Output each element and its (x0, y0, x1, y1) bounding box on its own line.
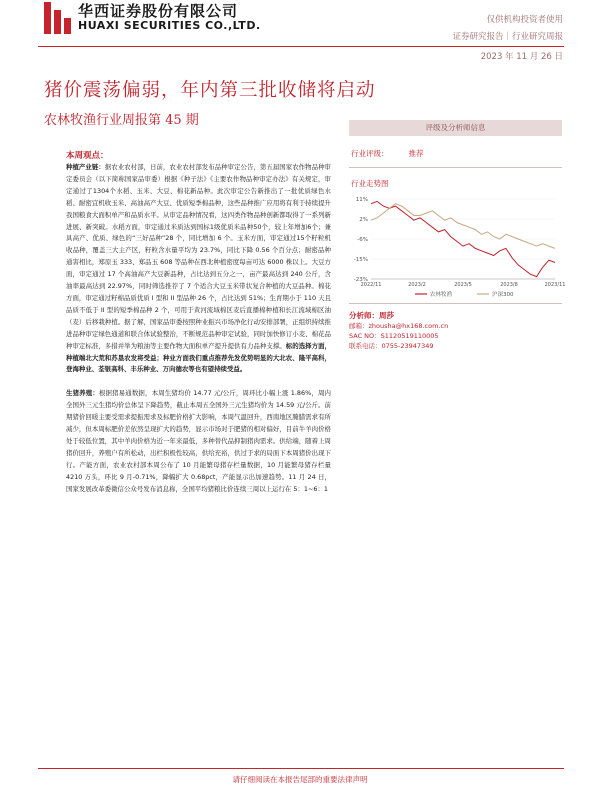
trend-chart-svg (349, 195, 566, 303)
y-tick-label: -6% (357, 237, 368, 243)
company-logo (44, 2, 261, 34)
report-type: 证券研究报告｜行业研究周报 (452, 32, 563, 42)
hog-text: 根据猪易通数据，本周生猪均价 14.77 元/公斤，周环比小幅上涨 1.86%，周内全国外三元生猪均价总体呈下降趋势，截止本周五全国外三元生猪均价为 14.59 元/公斤。前期猪价回暖主要受需求提振需求及标肥价格扩大影响，本周气温回升，西南地区腌腊需求有所减少，但本周标肥价差依然呈现扩大的趋势，显示市场对于肥猪的相对偏好，目前牛羊肉价格处于较低位置，其中羊肉价格为近一年来最低，多种替代品抑制猪肉需求。供给端，随着上周猪价回升，养殖户有所松动，出栏积极性较高，供给充裕，供过于求的局面下本周猪价出现下行。产能方面，农业农村部本周公布了 10 月能繁母猪存栏量数据，10 月能繁母猪存栏量 4210 万头，环比 9 月-0.71%，降幅扩大 0.68pct，产能显示出加速趋势。11 月 24 日，国家发展改革委微信公众号发布消息称，全国平均猪粮比价连续三周以上运行在 5：1~6：1 (66, 389, 331, 493)
x-tick-label: 2023/11 (544, 282, 566, 288)
logo-cn: 华西证券股份有限公司 (78, 2, 239, 20)
report-title: 猪价震荡偏弱，年内第三批收储将启动 (44, 80, 376, 101)
hog-lead: 生猪养殖： (66, 389, 99, 398)
y-tick-label: 11% (355, 197, 368, 203)
audience-note: 仅供机构投资者使用 (486, 15, 563, 25)
x-tick-label: 2023/8 (500, 282, 518, 288)
report-subtitle: 农林牧渔行业周报第 45 期 (44, 113, 199, 128)
analyst-phone: 联系电话：0755-23947349 (349, 342, 434, 350)
panel-divider (349, 167, 562, 168)
main-content (66, 150, 331, 495)
analyst-name: 分析师：周莎 (349, 311, 394, 320)
analyst-sac: SAC NO：S1120519110005 (349, 332, 439, 340)
logo-mark-icon (44, 2, 72, 34)
y-tick-label: -23% (353, 277, 368, 283)
trend-title: 行业走势图 (351, 179, 389, 188)
legal-note: 请仔细阅读在本报告尾部的重要法律声明 (232, 775, 368, 784)
industry-rating (349, 148, 562, 159)
hog-paragraph (66, 388, 331, 495)
section-title: 本周观点： (66, 151, 109, 161)
rating-label: 行业评级： (351, 149, 389, 158)
series-line-hs300 (371, 204, 555, 249)
panel-title: 评级及分析师信息 (349, 120, 562, 136)
side-panel (349, 120, 566, 351)
planting-paragraph (66, 162, 331, 376)
legend-label: 农林牧渔 (430, 292, 453, 298)
x-tick-label: 2022/11 (360, 282, 382, 288)
trend-chart (349, 195, 566, 303)
header-divider (38, 46, 564, 47)
planting-text: 据农业农村部，日前，农业农村部发布品种审定公告，第五届国家农作物品种审定委员会（以下简称国家品审委）根据《种子法》《主要农作物品种审定办法》有关规定，审定通过了1304个水稻、玉米、大豆、棉花新品种。此次审定公告新推出了一批优质绿色水稻、耐密宜机收玉米、高油高产大豆、优质短季棉品种，这些品种推广应用将有利于持续提升我国粮食大面积单产和品质水平。从审定品种情况看，这四类作物品种创新都取得了一系列新进展、新突破。水稻方面，审定通过米质达到国标1级优质米品种50个，较上年增加6个；兼具高产、优质、绿色的“三好品种”28 个，同比增加 6 个。玉米方面，审定通过15个籽粒机收品种，覆盖三大主产区，籽粒含水量平均为 23.7%，同比下降 0.56 个百分点；耐密品种通害相比，郑原玉 333、郑品玉 608 等品种在西北种植密度每亩可达 6000 株以上。大豆方面，审定通过 17 个高油高产大豆新品种，占比达到五分之一，亩产最高达到 240 公斤，含油率最高达到 22.97%，同时筛选推荐了 7 个适合大豆玉米带状复合种植的大豆品种。棉花方面，审定通过籽棉品质优质 I 型和 II 型品种 26 个，占比达到 51%；生育期小于 110 天且品质不低于 II 型的短季棉品种 2 个，可用于黄河流域棉区麦后直播棉种植和长江流域棉区油（麦）后移栽种植。据了解，国家品审委按照种业振兴市场净化行动安排部署，正组织持续推进品种审定绿色通道和联合体试验整治，不断规范品种审定试验，同时加快修订小麦、棉花品种审定标准，多措并举为粮油等主要作物大面积单产提升提供有力品种支撑。 (66, 163, 331, 350)
logo-en: HUAXI SECURITIES CO.,LTD. (78, 19, 261, 32)
footer-divider (38, 768, 564, 769)
legend-label: 沪深300 (492, 292, 514, 298)
analyst-info (349, 303, 562, 351)
x-tick-label: 2023/2 (408, 282, 426, 288)
planting-recommendation: 标的选择方面，种植端北大荒和苏垦农发将受益；种业方面我们重点推荐先发优势明显的大北农、隆平高科，登海种业、荃银高科、丰乐种业、万向德农等也有望持续受益。 (66, 341, 331, 374)
x-tick-label: 2023/5 (454, 282, 472, 288)
planting-lead: 种植产业链： (66, 163, 105, 171)
rating-value: 推荐 (408, 149, 424, 158)
y-tick-label: -15% (353, 257, 368, 263)
analyst-email: 邮箱：zhousha@hx168.com.cn (349, 322, 449, 330)
y-tick-label: 2% (359, 217, 368, 223)
report-date: 2023 年 11 月 26 日 (480, 52, 563, 62)
